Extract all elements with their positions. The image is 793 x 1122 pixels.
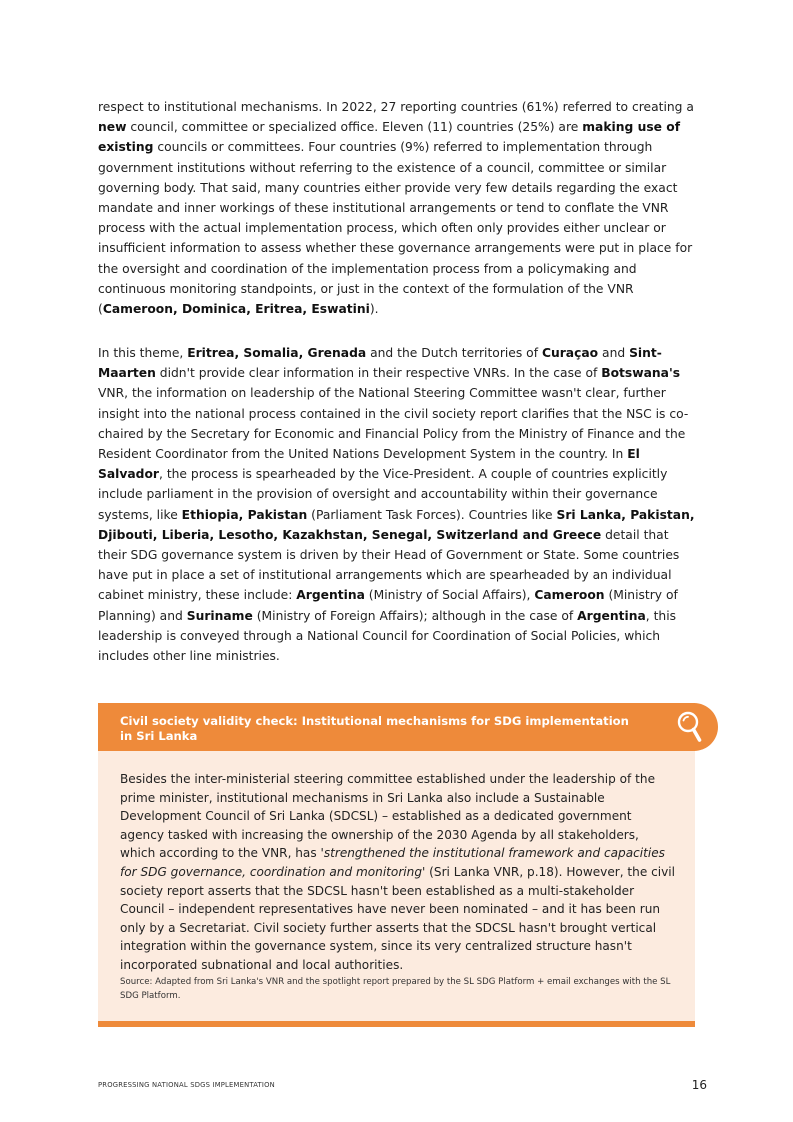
text-run: (Parliament Task Forces). Countries like xyxy=(307,507,557,522)
callout-body xyxy=(120,770,676,975)
callout-bottom-bar xyxy=(98,1021,695,1027)
bold-run: Sri Lanka, Pakistan, Djibouti, Liberia, Lesotho, Kazakhstan, Senegal, Switzerland and Greece xyxy=(98,507,695,542)
text-run: respect to institutional mechanisms. In 2022, 27 reporting countries (61%) referred to creating a xyxy=(98,100,694,114)
body-paragraph-leadership xyxy=(98,343,698,666)
callout-source-note: Source: Adapted from Sri Lanka's VNR and the spotlight report prepared by the SL SDG Platform + email exchanges with the SL SDG Platform. xyxy=(120,977,671,1001)
magnifier-icon xyxy=(677,710,703,744)
bold-run: Botswana's xyxy=(601,366,681,381)
text-run: VNR, the information on leadership of the National Steering Committee wasn't clear, further insight into the national process contained in the civil society report clarifies that the NSC is co-chaired by the Secretary for Economic and Financial Policy from the Ministry of Finance and the Resident Coordinator from the United Nations Development System in the country. In xyxy=(98,386,689,462)
text-run: councils or committees. Four countries (9%) referred to implementation through government institutions without referring to the existence of a council, committee or similar governing body. That said, many countries either provide very few details regarding the exact mandate and inner workings of these institutional arrangements or tend to conflate the VNR process with the actual implementation process, which often only provides either unclear or insufficient information to assess whether these governance arrangements were put in place for the oversight and coordination of the implementation process from a policymaking and continuous monitoring standpoints, or just in the context of the formulation of the VNR ( xyxy=(98,140,693,317)
italic-quote: strengthened the institutional framework and capacities for SDG governance, coordination and monitoring xyxy=(120,846,665,879)
callout-header xyxy=(98,703,695,751)
text-run: detail that their SDG governance system is driven by their Head of Government or State. Some countries have put in place a set of institutional arrangements which are spearheaded by an individual cabinet ministry, these include: xyxy=(98,527,680,603)
bold-run: Curaçao xyxy=(541,346,599,360)
text-run: , the process is spearheaded by the Vice-President. A couple of countries explicitly include parliament in the provision of oversight and accountability within their governance systems, like xyxy=(98,467,668,522)
bold-run: Ethiopia, Pakistan xyxy=(181,507,308,522)
bold-run: Argentina xyxy=(296,588,365,603)
text-run: (Ministry of Foreign Affairs); although in the case of xyxy=(252,608,578,623)
text-run: didn't provide clear information in their respective VNRs. In the case of xyxy=(155,366,602,381)
text-run: In this theme, xyxy=(98,346,188,360)
text-run: Besides the inter-ministerial steering committee established under the leadership of the prime minister, institutional mechanisms in Sri Lanka also include a Sustainable Development Council of Sri Lanka (SDCSL) – established as a dedicated government agency tasked with increasing the ownership of the 2030 Agenda by all stakeholders, which according to the VNR, has ' xyxy=(120,772,656,861)
running-footer: PROGRESSING NATIONAL SDGS IMPLEMENTATION xyxy=(98,1081,275,1089)
text-run: ). xyxy=(369,302,379,317)
text-run: and xyxy=(598,346,630,360)
text-run: (Ministry of Planning) and xyxy=(98,588,678,623)
page-number: 16 xyxy=(691,1078,707,1092)
callout-title: Civil society validity check: Institutional mechanisms for SDG implementation in Sri Lanka xyxy=(120,714,629,743)
text-run: and the Dutch territories of xyxy=(366,346,542,360)
bold-run: El Salvador xyxy=(98,447,640,482)
bold-run: Cameroon xyxy=(534,588,605,603)
callout-box xyxy=(98,703,695,1027)
text-run: ' (Sri Lanka VNR, p.18). However, the civil society report asserts that the SDCSL hasn't been established as a multi-stakeholder Council – independent representatives have never been nominated – and it has been run only by a Secretariat. Civil society further asserts that the SDCSL hasn't brought vertical integration within the governance system, since its very centralized structure hasn't incorporated subnational and local authorities. xyxy=(120,864,676,972)
bold-run: Cameroon, Dominica, Eritrea, Eswatini xyxy=(102,302,370,317)
text-run: council, committee or specialized office. Eleven (11) countries (25%) are xyxy=(126,120,583,135)
text-run: , this leadership is conveyed through a National Council for Coordination of Social Policies, which includes other line ministries. xyxy=(98,608,677,664)
bold-run: Argentina xyxy=(577,608,646,623)
bold-run: Suriname xyxy=(186,608,253,623)
text-run: (Ministry of Social Affairs), xyxy=(364,588,535,603)
bold-run: Eritrea, Somalia, Grenada xyxy=(187,346,367,360)
bold-run: Sint-Maarten xyxy=(98,346,662,381)
callout-icon-badge xyxy=(660,703,718,751)
bold-run: making use of existing xyxy=(98,120,681,155)
bold-run: new xyxy=(98,120,127,135)
body-paragraph-institutional-mechanisms xyxy=(98,97,698,319)
